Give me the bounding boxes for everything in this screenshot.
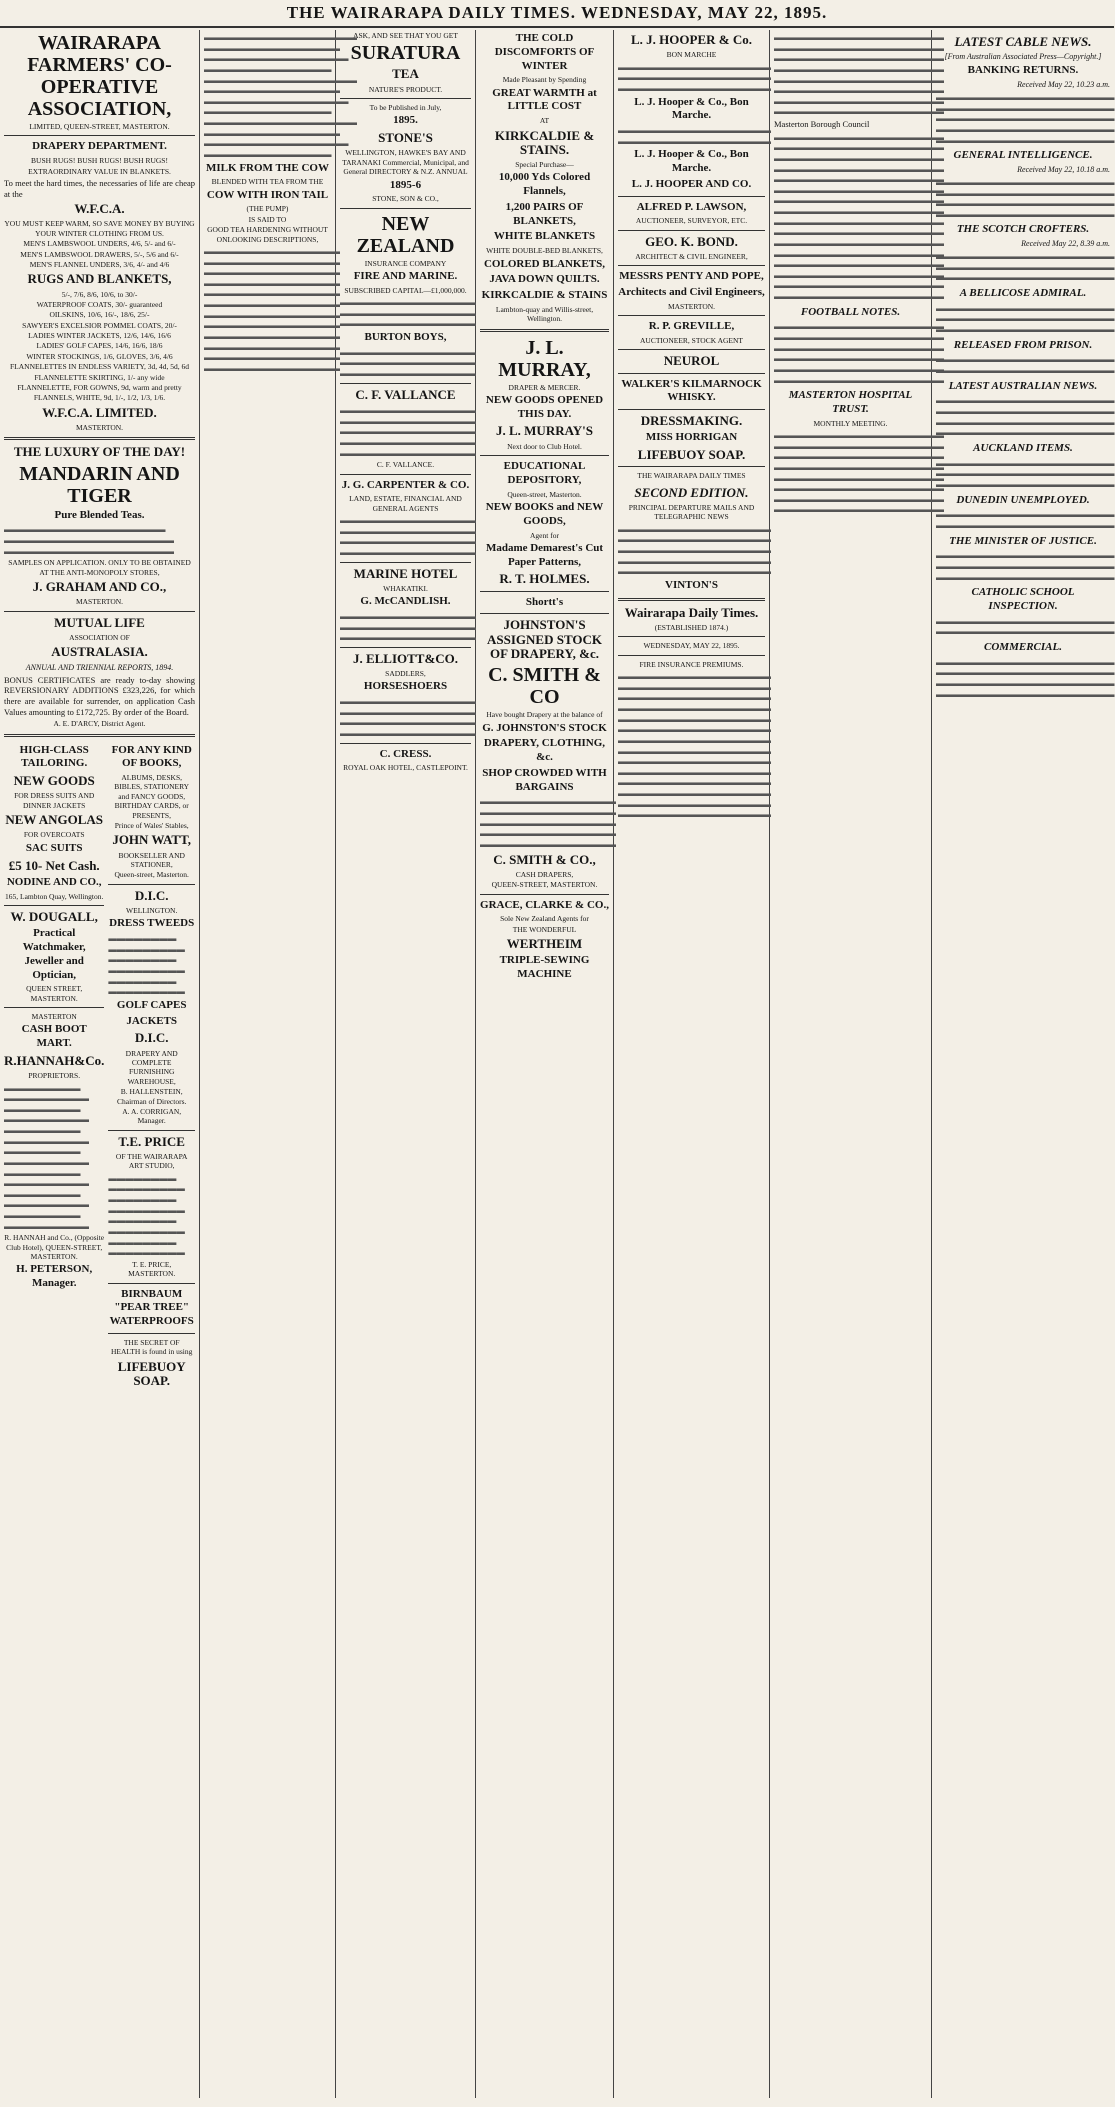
- colored-blankets: COLORED BLANKETS,: [483, 257, 606, 270]
- java-quilts: JAVA DOWN QUILTS.: [489, 273, 600, 286]
- architects: Architects and Civil Engineers,: [618, 286, 765, 299]
- scotch-heading: THE SCOTCH CROFTERS.: [956, 223, 1090, 236]
- white-blankets: WHITE BLANKETS: [493, 230, 596, 243]
- grace: GRACE, CLARKE & CO.,: [480, 898, 609, 911]
- capital: SUBSCRIBED CAPITAL—£1,000,000.: [344, 285, 467, 295]
- dressmaking: DRESSMAKING.: [640, 413, 743, 429]
- have-bought: Have bought Drapery at the balance of: [486, 710, 603, 720]
- bon-marche: BON MARCHE: [666, 50, 717, 60]
- dougall-addr: QUEEN STREET, MASTERTON.: [26, 984, 83, 1003]
- corrigan: A. A. CORRIGAN, Manager.: [122, 1106, 182, 1126]
- established: (ESTABLISHED 1874.): [654, 623, 729, 633]
- mandarin-tiger: MANDARIN AND TIGER: [19, 462, 180, 507]
- hooper: L. J. HOOPER & Co.: [631, 32, 752, 47]
- football-body: ▬▬▬▬▬▬▬▬▬▬▬▬▬▬▬▬▬▬▬▬ ▬▬▬▬▬▬▬▬▬▬▬▬▬▬▬▬▬▬▬▬ ▬▬▬▬▬▬▬▬▬▬▬▬▬▬▬▬▬▬▬▬ ▬▬▬▬▬▬▬▬▬▬▬▬▬▬▬▬▬▬▬▬ ▬▬▬▬▬▬▬▬▬▬▬▬▬▬▬▬▬▬▬▬ ▬▬▬▬▬▬▬▬▬▬▬▬▬▬▬▬▬▬▬▬: [774, 321, 944, 385]
- banking-heading: BANKING RETURNS.: [967, 64, 1079, 77]
- graham-heading: J. GRAHAM AND CO.,: [32, 579, 167, 595]
- dress-tweeds: DRESS TWEEDS: [109, 917, 195, 930]
- great-warmth: GREAT WARMTH at LITTLE COST: [492, 86, 597, 113]
- auckland-heading: AUCKLAND ITEMS.: [973, 441, 1073, 454]
- horrigan: MISS HORRIGAN: [645, 431, 738, 444]
- angolas: NEW ANGOLAS: [5, 812, 104, 828]
- sac-price: £5 10- Net Cash.: [8, 857, 100, 873]
- golf-capes: GOLF CAPES: [116, 998, 187, 1011]
- mail-body: ▬▬▬▬▬▬▬▬▬▬▬▬▬▬▬▬▬▬ ▬▬▬▬▬▬▬▬▬▬▬▬▬▬▬▬▬▬ ▬▬▬▬▬▬▬▬▬▬▬▬▬▬▬▬▬▬ ▬▬▬▬▬▬▬▬▬▬▬▬▬▬▬▬▬▬ ▬▬▬▬▬▬▬▬▬▬▬▬▬▬▬▬▬▬: [618, 523, 771, 577]
- elliott-body: ▬▬▬▬▬▬▬▬▬▬▬▬▬▬▬▬ ▬▬▬▬▬▬▬▬▬▬▬▬▬▬▬▬ ▬▬▬▬▬▬▬▬▬▬▬▬▬▬▬▬ ▬▬▬▬▬▬▬▬▬▬▬▬▬▬▬▬: [340, 696, 476, 739]
- column-7: [932, 30, 1114, 2098]
- lambton: Lambton-quay and Willis-street, Wellington.: [495, 304, 594, 324]
- monthly-meeting: MONTHLY MEETING.: [813, 418, 888, 428]
- released-heading: RELEASED FROM PRISON.: [953, 338, 1093, 351]
- price-body: ▬▬▬▬▬▬▬▬ ▬▬▬▬▬▬▬▬▬ ▬▬▬▬▬▬▬▬ ▬▬▬▬▬▬▬▬▬ ▬▬▬▬▬▬▬▬ ▬▬▬▬▬▬▬▬▬ ▬▬▬▬▬▬▬▬ ▬▬▬▬▬▬▬▬▬: [108, 1172, 185, 1258]
- sawyer-line: SAWYER'S EXCELSIOR POMMEL COATS, 20/-: [22, 320, 177, 330]
- general-heading: GENERAL INTELLIGENCE.: [953, 149, 1093, 162]
- filler-lines: ▬▬▬▬▬▬▬▬▬▬▬▬▬▬▬▬▬▬▬ ▬▬▬▬▬▬▬▬▬▬▬▬▬▬▬▬▬▬▬▬ ▬▬▬▬▬▬▬▬▬▬▬▬▬▬▬▬▬▬▬▬: [4, 524, 174, 556]
- peterson: H. PETERSON, Manager.: [16, 1263, 93, 1290]
- column-1: [0, 30, 200, 2098]
- horseshoers: HORSESHOERS: [363, 680, 448, 693]
- walker: WALKER'S KILMARNOCK WHISKY.: [621, 377, 762, 404]
- johnston-stock: G. JOHNSTON'S STOCK: [482, 721, 607, 734]
- scotch-body: ▬▬▬▬▬▬▬▬▬▬▬▬▬▬▬▬▬▬▬▬▬ ▬▬▬▬▬▬▬▬▬▬▬▬▬▬▬▬▬▬▬▬▬ ▬▬▬▬▬▬▬▬▬▬▬▬▬▬▬▬▬▬▬▬▬: [936, 251, 1115, 283]
- smith-body: ▬▬▬▬▬▬▬▬▬▬▬▬▬▬▬▬ ▬▬▬▬▬▬▬▬▬▬▬▬▬▬▬▬ ▬▬▬▬▬▬▬▬▬▬▬▬▬▬▬▬ ▬▬▬▬▬▬▬▬▬▬▬▬▬▬▬▬ ▬▬▬▬▬▬▬▬▬▬▬▬▬▬▬▬: [480, 796, 616, 849]
- shop-crowded: SHOP CROWDED WITH BARGAINS: [482, 766, 607, 793]
- dunedin-heading: DUNEDIN UNEMPLOYED.: [956, 493, 1090, 506]
- nameplate: Wairarapa Daily Times.: [624, 604, 759, 620]
- luxury-heading: THE LUXURY OF THE DAY!: [13, 444, 186, 460]
- tailoring-new-goods: NEW GOODS: [13, 773, 95, 789]
- flannels-yds: 10,000 Yds Colored Flannels,: [498, 171, 591, 198]
- smith: C. SMITH & CO: [488, 664, 601, 709]
- birnbaum: BIRNBAUM "PEAR TREE" WATERPROOFS: [109, 1287, 194, 1328]
- wfca-heading: W.F.C.A.: [74, 201, 125, 217]
- natures-product: NATURE'S PRODUCT.: [368, 84, 443, 94]
- tailoring-heading: HIGH-CLASS TAILORING.: [19, 743, 89, 770]
- catholic-body: ▬▬▬▬▬▬▬▬▬▬▬▬▬▬▬▬▬▬▬▬▬ ▬▬▬▬▬▬▬▬▬▬▬▬▬▬▬▬▬▬▬▬▬: [936, 615, 1115, 637]
- catholic-heading: CATHOLIC SCHOOL INSPECTION.: [971, 586, 1075, 612]
- boot-place: MASTERTON: [31, 1012, 77, 1022]
- hooper4: L. J. HOOPER AND CO.: [631, 177, 752, 190]
- auckland-body: ▬▬▬▬▬▬▬▬▬▬▬▬▬▬▬▬▬▬▬▬▬ ▬▬▬▬▬▬▬▬▬▬▬▬▬▬▬▬▬▬▬▬▬ ▬▬▬▬▬▬▬▬▬▬▬▬▬▬▬▬▬▬▬▬▬: [936, 457, 1115, 489]
- dic-heading: D.I.C.: [134, 887, 169, 903]
- stones: STONE'S: [378, 130, 433, 146]
- wonderful: THE WONDERFUL: [512, 924, 577, 934]
- murray: J. L. MURRAY,: [498, 336, 591, 381]
- hooper-body: ▬▬▬▬▬▬▬▬▬▬▬▬▬▬▬▬▬▬ ▬▬▬▬▬▬▬▬▬▬▬▬▬▬▬▬▬▬ ▬▬▬▬▬▬▬▬▬▬▬▬▬▬▬▬▬▬: [618, 61, 771, 93]
- educational: EDUCATIONAL DEPOSITORY,: [503, 460, 586, 486]
- borough-council-line: Masterton Borough Council: [774, 119, 870, 129]
- banking-body: ▬▬▬▬▬▬▬▬▬▬▬▬▬▬▬▬▬▬▬▬▬ ▬▬▬▬▬▬▬▬▬▬▬▬▬▬▬▬▬▬▬▬▬ ▬▬▬▬▬▬▬▬▬▬▬▬▬▬▬▬▬▬▬▬▬ ▬▬▬▬▬▬▬▬▬▬▬▬▬▬▬▬▬▬▬▬▬ ▬▬▬▬▬▬▬▬▬▬▬▬▬▬▬▬▬▬▬▬▬: [936, 92, 1115, 145]
- blankets-line: EXTRAORDINARY VALUE IN BLANKETS.: [28, 166, 171, 176]
- annual-reports: ANNUAL AND TRIENNIAL REPORTS, 1894.: [25, 662, 174, 672]
- mutual-heading: MUTUAL LIFE: [54, 614, 145, 630]
- elliott: J. ELLIOTT&CO.: [352, 650, 459, 666]
- lawson-sub: AUCTIONEER, SURVEYOR, ETC.: [635, 216, 748, 226]
- flannelette-skirting: FLANNELETTE SKIRTING, 1/- any wide: [34, 372, 165, 382]
- stone-son: STONE, SON & CO.,: [372, 194, 439, 204]
- ladies-winter-line: LADIES WINTER JACKETS, 12/6, 14/6, 16/6: [28, 331, 171, 341]
- dic2: D.I.C.: [134, 1030, 169, 1046]
- ask-line: ASK, AND SEE THAT YOU GET: [353, 31, 458, 40]
- football-heading: FOOTBALL NOTES.: [800, 305, 901, 318]
- released-body: ▬▬▬▬▬▬▬▬▬▬▬▬▬▬▬▬▬▬▬▬▬ ▬▬▬▬▬▬▬▬▬▬▬▬▬▬▬▬▬▬▬▬▬: [936, 354, 1115, 375]
- overcoats: FOR OVERCOATS: [23, 830, 85, 840]
- burton-boys: BURTON BOYS,: [364, 331, 447, 344]
- cress: C. CRESS.: [379, 747, 432, 760]
- suratura-tea: TEA: [392, 66, 419, 82]
- vallance-body: ▬▬▬▬▬▬▬▬▬▬▬▬▬▬▬▬ ▬▬▬▬▬▬▬▬▬▬▬▬▬▬▬▬ ▬▬▬▬▬▬▬▬▬▬▬▬▬▬▬▬ ▬▬▬▬▬▬▬▬▬▬▬▬▬▬▬▬ ▬▬▬▬▬▬▬▬▬▬▬▬▬▬▬▬: [340, 405, 476, 458]
- principal: PRINCIPAL DEPARTURE MAILS AND TELEGRAPHIC NEWS: [628, 503, 755, 522]
- cold-title: THE COLD DISCOMFORTS OF WINTER: [494, 32, 595, 72]
- good-tea: GOOD TEA HARDENING WITHOUT ONLOOKING DESCRIPTIONS,: [207, 225, 328, 244]
- suratura: SURATURA: [350, 42, 461, 65]
- winter-line: YOU MUST KEEP WARM, SO SAVE MONEY BY BUYING YOUR WINTER CLOTHING FROM US.: [4, 219, 195, 238]
- second-edition: SECOND EDITION.: [634, 484, 749, 500]
- hospital-body: ▬▬▬▬▬▬▬▬▬▬▬▬▬▬▬▬▬▬▬▬ ▬▬▬▬▬▬▬▬▬▬▬▬▬▬▬▬▬▬▬▬ ▬▬▬▬▬▬▬▬▬▬▬▬▬▬▬▬▬▬▬▬ ▬▬▬▬▬▬▬▬▬▬▬▬▬▬▬▬▬▬▬▬ ▬▬▬▬▬▬▬▬▬▬▬▬▬▬▬▬▬▬▬▬ ▬▬▬▬▬▬▬▬▬▬▬▬▬▬▬▬▬▬▬▬ ▬▬▬▬▬▬▬▬▬▬▬▬▬▬▬▬▬▬▬▬ ▬▬▬▬▬▬▬▬▬▬▬▬▬▬▬▬▬▬▬▬: [774, 430, 944, 515]
- flannels-line: FLANNELS, WHITE, 9d, 1/-, 1/2, 1/3, 1/6.: [33, 393, 166, 403]
- proprietors: PROPRIETORS.: [28, 1071, 81, 1081]
- mutual-sub: ASSOCIATION OF: [69, 633, 130, 643]
- vinton: VINTON'S: [665, 578, 718, 591]
- sole-agents: Sole New Zealand Agents for: [500, 914, 589, 924]
- dunedin-body: ▬▬▬▬▬▬▬▬▬▬▬▬▬▬▬▬▬▬▬▬▬ ▬▬▬▬▬▬▬▬▬▬▬▬▬▬▬▬▬▬▬▬▬: [936, 509, 1115, 530]
- directory-years: 1895-6: [389, 178, 422, 191]
- draper-mercer: DRAPER & MERCER.: [508, 382, 581, 392]
- general-body: ▬▬▬▬▬▬▬▬▬▬▬▬▬▬▬▬▬▬▬▬▬ ▬▬▬▬▬▬▬▬▬▬▬▬▬▬▬▬▬▬▬▬▬ ▬▬▬▬▬▬▬▬▬▬▬▬▬▬▬▬▬▬▬▬▬ ▬▬▬▬▬▬▬▬▬▬▬▬▬▬▬▬▬▬▬▬▬: [936, 176, 1115, 219]
- dic-body: ▬▬▬▬▬▬▬▬ ▬▬▬▬▬▬▬▬▬ ▬▬▬▬▬▬▬▬ ▬▬▬▬▬▬▬▬▬ ▬▬▬▬▬▬▬▬ ▬▬▬▬▬▬▬▬▬: [108, 933, 185, 997]
- col6-body-a: ▬▬▬▬▬▬▬▬▬▬▬▬▬▬▬▬▬▬▬▬ ▬▬▬▬▬▬▬▬▬▬▬▬▬▬▬▬▬▬▬▬ ▬▬▬▬▬▬▬▬▬▬▬▬▬▬▬▬▬▬▬▬ ▬▬▬▬▬▬▬▬▬▬▬▬▬▬▬▬▬▬▬▬ ▬▬▬▬▬▬▬▬▬▬▬▬▬▬▬▬▬▬▬▬ ▬▬▬▬▬▬▬▬▬▬▬▬▬▬▬▬▬▬▬▬ ▬▬▬▬▬▬▬▬▬▬▬▬▬▬▬▬▬▬▬▬ ▬▬▬▬▬▬▬▬▬▬▬▬▬▬▬▬▬▬▬▬: [774, 32, 944, 117]
- johnstons: JOHNSTON'S ASSIGNED STOCK OF DRAPERY, &c.: [487, 617, 602, 662]
- cable-credit: [From Australian Associated Press—Copyright.]: [944, 52, 1102, 62]
- ins-body: ▬▬▬▬▬▬▬▬▬▬▬▬▬▬▬▬ ▬▬▬▬▬▬▬▬▬▬▬▬▬▬▬▬ ▬▬▬▬▬▬▬▬▬▬▬▬▬▬▬▬: [340, 297, 476, 329]
- tea-body: [4, 524, 195, 556]
- insurance-company: INSURANCE COMPANY: [364, 258, 447, 268]
- penty: MESSRS PENTY AND POPE,: [619, 270, 764, 283]
- mutual-agent: A. E. D'ARCY, District Agent.: [53, 719, 146, 729]
- new-books: NEW BOOKS and NEW GOODS,: [485, 501, 604, 527]
- farmers-sub: LIMITED, QUEEN-STREET, MASTERTON.: [29, 122, 170, 131]
- queen-st: Queen-street, Masterton.: [507, 489, 582, 499]
- lawson: ALFRED P. LAWSON,: [636, 200, 747, 213]
- fire-marine: FIRE AND MARINE.: [353, 270, 458, 283]
- greville: R. P. GREVILLE,: [648, 320, 735, 333]
- column-5: [614, 30, 770, 2098]
- dic-dept: DRAPERY AND COMPLETE FURNISHING WAREHOUSE,: [125, 1048, 178, 1086]
- holmes: R. T. HOLMES.: [499, 571, 590, 587]
- marine-body: ▬▬▬▬▬▬▬▬▬▬▬▬▬▬▬▬ ▬▬▬▬▬▬▬▬▬▬▬▬▬▬▬▬ ▬▬▬▬▬▬▬▬▬▬▬▬▬▬▬▬: [340, 610, 476, 643]
- saddlers: SADDLERS,: [385, 669, 426, 679]
- secret-health: THE SECRET OF HEALTH is found in using: [111, 1337, 193, 1357]
- at-line: AT: [539, 116, 550, 126]
- col6-body-b: ▬▬▬▬▬▬▬▬▬▬▬▬▬▬▬▬▬▬▬▬ ▬▬▬▬▬▬▬▬▬▬▬▬▬▬▬▬▬▬▬▬ ▬▬▬▬▬▬▬▬▬▬▬▬▬▬▬▬▬▬▬▬ ▬▬▬▬▬▬▬▬▬▬▬▬▬▬▬▬▬▬▬▬ ▬▬▬▬▬▬▬▬▬▬▬▬▬▬▬▬▬▬▬▬ ▬▬▬▬▬▬▬▬▬▬▬▬▬▬▬▬▬▬▬▬ ▬▬▬▬▬▬▬▬▬▬▬▬▬▬▬▬▬▬▬▬ ▬▬▬▬▬▬▬▬▬▬▬▬▬▬▬▬▬▬▬▬ ▬▬▬▬▬▬▬▬▬▬▬▬▬▬▬▬▬▬▬▬ ▬▬▬▬▬▬▬▬▬▬▬▬▬▬▬▬▬▬▬▬ ▬▬▬▬▬▬▬▬▬▬▬▬▬▬▬▬▬▬▬▬ ▬▬▬▬▬▬▬▬▬▬▬▬▬▬▬▬▬▬▬▬ ▬▬▬▬▬▬▬▬▬▬▬▬▬▬▬▬▬▬▬▬ ▬▬▬▬▬▬▬▬▬▬▬▬▬▬▬▬▬▬▬▬ ▬▬▬▬▬▬▬▬▬▬▬▬▬▬▬▬▬▬▬▬ ▬▬▬▬▬▬▬▬▬▬▬▬▬▬▬▬▬▬▬▬: [774, 131, 944, 301]
- nz-insurance: NEW ZEALAND: [356, 212, 455, 257]
- nodine: NODINE AND CO.,: [6, 875, 102, 888]
- te-price: T.E. PRICE: [118, 1133, 185, 1149]
- burton-body: ▬▬▬▬▬▬▬▬▬▬▬▬▬▬▬▬ ▬▬▬▬▬▬▬▬▬▬▬▬▬▬▬▬ ▬▬▬▬▬▬▬▬▬▬▬▬▬▬▬▬: [340, 346, 476, 379]
- column-4: [476, 30, 614, 2098]
- drapery-heading: DRAPERY DEPARTMENT.: [32, 140, 167, 153]
- column-2: [200, 30, 357, 2098]
- oilskins-line: OILSKINS, 10/6, 16/-, 18/6, 25/-: [49, 310, 150, 320]
- whakatiki: WHAKATIKI.: [383, 583, 428, 593]
- hannah-footer: R. HANNAH and Co., (Opposite Club Hotel), QUEEN-STREET, MASTERTON.: [4, 1233, 105, 1262]
- murray2: J. L. MURRAY'S: [495, 423, 594, 439]
- made-pleasant: Made Pleasant by Spending: [502, 75, 587, 85]
- lifebuoy-c1: LIFEBUOY SOAP.: [117, 1358, 186, 1388]
- flannelettes-line: FLANNELETTES IN ENDLESS VARIETY, 3d, 4d, 5d, 6d: [10, 362, 189, 372]
- mens-line-1: MEN'S LAMBSWOOL UNDERS, 4/6, 5/- and 6/-: [23, 239, 176, 249]
- milk-body: ▬▬▬▬▬▬▬▬▬▬▬▬▬▬▬▬ ▬▬▬▬▬▬▬▬▬▬▬▬▬▬▬▬ ▬▬▬▬▬▬▬▬▬▬▬▬▬▬▬▬ ▬▬▬▬▬▬▬▬▬▬▬▬▬▬▬▬ ▬▬▬▬▬▬▬▬▬▬▬▬▬▬▬▬ ▬▬▬▬▬▬▬▬▬▬▬▬▬▬▬▬ ▬▬▬▬▬▬▬▬▬▬▬▬▬▬▬▬ ▬▬▬▬▬▬▬▬▬▬▬▬▬▬▬▬ ▬▬▬▬▬▬▬▬▬▬▬▬▬▬▬▬ ▬▬▬▬▬▬▬▬▬▬▬▬▬▬▬▬ ▬▬▬▬▬▬▬▬▬▬▬▬▬▬▬▬ ▬▬▬▬▬▬▬▬▬▬▬▬▬▬▬▬: [204, 245, 340, 373]
- milk-sub: BLENDED WITH TEA FROM THE: [211, 177, 324, 187]
- the-pump: (THE PUMP): [246, 204, 289, 214]
- whitened: WHITE DOUBLE-BED BLANKETS,: [486, 246, 603, 256]
- bond-sub: ARCHITECT & CIVIL ENGINEER,: [635, 251, 748, 261]
- sac-suits: SAC SUITS: [25, 841, 83, 854]
- boot-mart: CASH BOOT MART.: [21, 1023, 87, 1050]
- wairarapa-art: OF THE WAIRARAPA ART STUDIO,: [115, 1152, 188, 1171]
- directory: WELLINGTON, HAWKE'S BAY AND TARANAKI Commercial, Municipal, and General DIRECTORY & N.Z. ANNUAL: [342, 148, 469, 177]
- vallance-sign: C. F. VALLANCE.: [376, 460, 435, 470]
- vallance: C. F. VALLANCE: [355, 386, 456, 402]
- banking-dateline: Received May 22, 10.23 a.m.: [1017, 80, 1110, 89]
- leader-heading: FIRE INSURANCE PREMIUMS.: [639, 659, 744, 669]
- july-line: To be Published in July,: [369, 103, 442, 113]
- column-3: [336, 30, 476, 2098]
- hospital-heading: MASTERTON HOSPITAL TRUST.: [788, 389, 913, 415]
- flannelette-gowns: FLANNELETTE, FOR GOWNS, 9d, warm and pretty: [17, 382, 182, 392]
- bonus-text: BONUS CERTIFICATES are ready to-day showing REVERSIONARY ADDITIONS £323,226, for which there are available for surrender, on application Cash Values amounting to £172,725. By order of the Board.: [4, 674, 195, 717]
- column-6: [770, 30, 944, 2098]
- shorts: Shortt's: [525, 595, 564, 608]
- madame: Madame Demarest's Cut Paper Patterns,: [485, 541, 604, 568]
- prince-stables: Prince of Wales' Stables,: [114, 820, 189, 830]
- books-heading: FOR ANY KIND OF BOOKS,: [111, 743, 192, 770]
- australian-body: ▬▬▬▬▬▬▬▬▬▬▬▬▬▬▬▬▬▬▬▬▬ ▬▬▬▬▬▬▬▬▬▬▬▬▬▬▬▬▬▬▬▬▬ ▬▬▬▬▬▬▬▬▬▬▬▬▬▬▬▬▬▬▬▬▬ ▬▬▬▬▬▬▬▬▬▬▬▬▬▬▬▬▬▬▬▬▬: [936, 395, 1115, 438]
- bellicose-heading: A BELLICOSE ADMIRAL.: [959, 287, 1087, 299]
- bush-rugs: BUSH RUGS! BUSH RUGS! BUSH RUGS!: [31, 156, 168, 166]
- daily-times: THE WAIRARAPA DAILY TIMES: [637, 471, 746, 481]
- nodine-addr: 165, Lambton Quay, Wellington.: [5, 891, 104, 901]
- wfca-place: MASTERTON.: [75, 423, 124, 433]
- col1-right-sub: [108, 742, 195, 1392]
- neurol: NEUROL: [663, 353, 720, 369]
- agent-for: Agent for: [530, 530, 559, 540]
- australian-heading: LATEST AUSTRALIAN NEWS.: [948, 379, 1098, 392]
- scotch-dateline: Received May 22, 8.39 a.m.: [1021, 239, 1110, 249]
- next-club: Next door to Club Hotel.: [507, 441, 582, 451]
- is-said: IS SAID TO: [248, 214, 287, 224]
- masthead: THE WAIRARAPA DAILY TIMES. WEDNESDAY, MAY 22, 1895.: [0, 0, 1114, 28]
- lifebuoy-c5: LIFEBUOY SOAP.: [637, 447, 746, 463]
- milk-title: MILK FROM THE COW: [206, 161, 329, 174]
- mens-line-2: MEN'S LAMBSWOOL DRAWERS, 5/-, 5/6 and 6/-: [20, 249, 179, 259]
- leader-body: ▬▬▬▬▬▬▬▬▬▬▬▬▬▬▬▬▬▬ ▬▬▬▬▬▬▬▬▬▬▬▬▬▬▬▬▬▬ ▬▬▬▬▬▬▬▬▬▬▬▬▬▬▬▬▬▬ ▬▬▬▬▬▬▬▬▬▬▬▬▬▬▬▬▬▬ ▬▬▬▬▬▬▬▬▬▬▬▬▬▬▬▬▬▬ ▬▬▬▬▬▬▬▬▬▬▬▬▬▬▬▬▬▬ ▬▬▬▬▬▬▬▬▬▬▬▬▬▬▬▬▬▬ ▬▬▬▬▬▬▬▬▬▬▬▬▬▬▬▬▬▬ ▬▬▬▬▬▬▬▬▬▬▬▬▬▬▬▬▬▬ ▬▬▬▬▬▬▬▬▬▬▬▬▬▬▬▬▬▬ ▬▬▬▬▬▬▬▬▬▬▬▬▬▬▬▬▬▬ ▬▬▬▬▬▬▬▬▬▬▬▬▬▬▬▬▬▬ ▬▬▬▬▬▬▬▬▬▬▬▬▬▬▬▬▬▬ ▬▬▬▬▬▬▬▬▬▬▬▬▬▬▬▬▬▬: [618, 671, 771, 820]
- minister-heading: THE MINISTER OF JUSTICE.: [949, 534, 1097, 547]
- john-watt: JOHN WATT,: [112, 832, 192, 848]
- col1-split: [4, 742, 195, 1392]
- wfca-intro: To meet the hard times, the necessaries of life are cheap at the: [4, 177, 195, 199]
- hooper-body2: ▬▬▬▬▬▬▬▬▬▬▬▬▬▬▬▬▬▬ ▬▬▬▬▬▬▬▬▬▬▬▬▬▬▬▬▬▬: [618, 125, 771, 146]
- boot-body: ▬▬▬▬▬▬▬▬▬ ▬▬▬▬▬▬▬▬▬▬ ▬▬▬▬▬▬▬▬▬ ▬▬▬▬▬▬▬▬▬▬ ▬▬▬▬▬▬▬▬▬ ▬▬▬▬▬▬▬▬▬▬ ▬▬▬▬▬▬▬▬▬ ▬▬▬▬▬▬▬▬▬▬ ▬▬▬▬▬▬▬▬▬ ▬▬▬▬▬▬▬▬▬▬ ▬▬▬▬▬▬▬▬▬ ▬▬▬▬▬▬▬▬▬▬ ▬▬▬▬▬▬▬▬▬ ▬▬▬▬▬▬▬▬▬▬: [4, 1082, 89, 1231]
- murray-new-goods: NEW GOODS OPENED THIS DAY.: [485, 393, 604, 420]
- books-list: ALBUMS, DESKS, BIBLES, STATIONERY and FANCY GOODS, BIRTHDAY CARDS, or PRESENTS,: [114, 773, 190, 820]
- waterproof-line: WATERPROOF COATS, 30/- guaranteed: [36, 299, 163, 309]
- dic-place: WELLINGTON.: [126, 906, 178, 916]
- carpenter-body: ▬▬▬▬▬▬▬▬▬▬▬▬▬▬▬▬ ▬▬▬▬▬▬▬▬▬▬▬▬▬▬▬▬ ▬▬▬▬▬▬▬▬▬▬▬▬▬▬▬▬ ▬▬▬▬▬▬▬▬▬▬▬▬▬▬▬▬: [340, 515, 476, 557]
- commercial-body: ▬▬▬▬▬▬▬▬▬▬▬▬▬▬▬▬▬▬▬▬▬ ▬▬▬▬▬▬▬▬▬▬▬▬▬▬▬▬▬▬▬▬▬ ▬▬▬▬▬▬▬▬▬▬▬▬▬▬▬▬▬▬▬▬▬ ▬▬▬▬▬▬▬▬▬▬▬▬▬▬▬▬▬▬▬▬▬: [936, 656, 1115, 699]
- cress-addr: ROYAL OAK HOTEL, CASTLEPOINT.: [343, 763, 468, 773]
- jackets: JACKETS: [126, 1014, 178, 1027]
- hooper3: L. J. Hooper & Co., Bon Marche.: [634, 148, 749, 175]
- dougall-trade: Practical Watchmaker, Jeweller and Optician,: [22, 927, 86, 981]
- stockings-line: WINTER STOCKINGS, 1/6, GLOVES, 3/6, 4/6: [26, 351, 173, 361]
- mens-line-3: MEN'S FLANNEL UNDERS, 3/6, 4/- and 4/6: [29, 259, 170, 269]
- farmers-title: WAIRARAPA FARMERS' CO-OPERATIVE ASSOCIATION,: [27, 32, 172, 120]
- general-dateline: Received May 22, 10.18 a.m.: [1017, 164, 1110, 174]
- kirkcaldie: KIRKCALDIE & STAINS.: [494, 127, 595, 157]
- mcandlish: G. McCANDLISH.: [360, 595, 451, 608]
- greville-sub: AUCTIONEER, STOCK AGENT: [640, 335, 743, 345]
- col2-filler: ▬▬▬▬▬▬▬▬▬▬▬▬▬▬▬▬▬▬ ▬▬▬▬▬▬▬▬▬▬▬▬▬▬▬▬ ▬▬▬▬▬▬▬▬▬▬▬▬▬▬▬▬▬ ▬▬▬▬▬▬▬▬▬▬▬▬▬▬▬ ▬▬▬▬▬▬▬▬▬▬▬▬▬▬▬▬▬▬ ▬▬▬▬▬▬▬▬▬▬▬▬▬▬▬▬ ▬▬▬▬▬▬▬▬▬▬▬▬▬▬▬▬▬ ▬▬▬▬▬▬▬▬▬▬▬▬▬▬▬ ▬▬▬▬▬▬▬▬▬▬▬▬▬▬▬▬▬▬ ▬▬▬▬▬▬▬▬▬▬▬▬▬▬▬▬ ▬▬▬▬▬▬▬▬▬▬▬▬▬▬▬▬▬ ▬▬▬▬▬▬▬▬▬▬▬▬▬▬▬: [204, 32, 357, 159]
- bellicose-body: ▬▬▬▬▬▬▬▬▬▬▬▬▬▬▬▬▬▬▬▬▬ ▬▬▬▬▬▬▬▬▬▬▬▬▬▬▬▬▬▬▬▬▬ ▬▬▬▬▬▬▬▬▬▬▬▬▬▬▬▬▬▬▬▬▬: [936, 302, 1115, 334]
- drapery-clothing: DRAPERY, CLOTHING, &c.: [483, 737, 606, 764]
- penty-place: MASTERTON.: [667, 301, 716, 311]
- wertheim: WERTHEIM: [506, 936, 583, 952]
- carpenter: J. G. CARPENTER & CO.: [341, 478, 470, 491]
- dougall: W. DOUGALL,: [10, 908, 98, 924]
- col1-left-sub: [4, 742, 104, 1392]
- minister-body: ▬▬▬▬▬▬▬▬▬▬▬▬▬▬▬▬▬▬▬▬▬ ▬▬▬▬▬▬▬▬▬▬▬▬▬▬▬▬▬▬▬▬▬ ▬▬▬▬▬▬▬▬▬▬▬▬▬▬▬▬▬▬▬▬▬: [936, 550, 1115, 582]
- rugs-title: RUGS AND BLANKETS,: [27, 271, 172, 287]
- kirkcaldie2: KIRKCALDIE & STAINS: [481, 289, 608, 302]
- issue-date: WEDNESDAY, MAY 22, 1895.: [643, 641, 740, 651]
- watt-trade: BOOKSELLER AND STATIONER,: [118, 850, 185, 869]
- hooper2: L. J. Hooper & Co., Bon Marche.: [634, 95, 749, 122]
- teas-line: Pure Blended Teas.: [54, 508, 145, 521]
- rugs-prices: 5/-, 7/6, 8/6, 10/6, to 30/-: [61, 289, 138, 299]
- land-estate: LAND, ESTATE, FINANCIAL AND GENERAL AGENTS: [349, 494, 462, 513]
- ladies-golf-line: LADIES' GOLF CAPES, 14/6, 16/6, 18/6: [36, 341, 163, 351]
- year-1895: 1895.: [393, 114, 418, 127]
- watt-place: Queen-street, Masterton.: [114, 870, 189, 880]
- triple: TRIPLE-SEWING MACHINE: [499, 954, 590, 981]
- commercial-heading: COMMERCIAL.: [984, 640, 1062, 653]
- cow-iron: COW WITH IRON TAIL: [206, 188, 329, 201]
- samples-line: SAMPLES ON APPLICATION. ONLY TO BE OBTAINED AT THE ANTI-MONOPOLY STORES,: [8, 558, 191, 577]
- queen-masterton: QUEEN-STREET, MASTERTON.: [491, 880, 598, 890]
- bond: GEO. K. BOND.: [645, 233, 738, 249]
- graham-place: MASTERTON.: [75, 597, 124, 607]
- special: Special Purchase—: [515, 160, 574, 170]
- hannah: R.HANNAH&Co.: [4, 1052, 105, 1068]
- ter-price: T. E. PRICE, MASTERTON.: [128, 1259, 176, 1279]
- wfca-limited: W.F.C.A. LIMITED.: [42, 404, 157, 420]
- cable-heading: LATEST CABLE NEWS.: [954, 34, 1092, 49]
- dress-suits: FOR DRESS SUITS AND DINNER JACKETS: [14, 791, 95, 810]
- australasia-heading: AUSTRALASIA.: [51, 644, 148, 660]
- smith2: C. SMITH & CO.,: [493, 851, 596, 867]
- marine-hotel: MARINE HOTEL: [353, 565, 458, 581]
- cash-drapers: CASH DRAPERS,: [515, 869, 574, 879]
- hallenstein: B. HALLENSTEIN, Chairman of Directors.: [117, 1087, 187, 1106]
- blankets-1200: 1,200 PAIRS OF BLANKETS,: [505, 200, 584, 227]
